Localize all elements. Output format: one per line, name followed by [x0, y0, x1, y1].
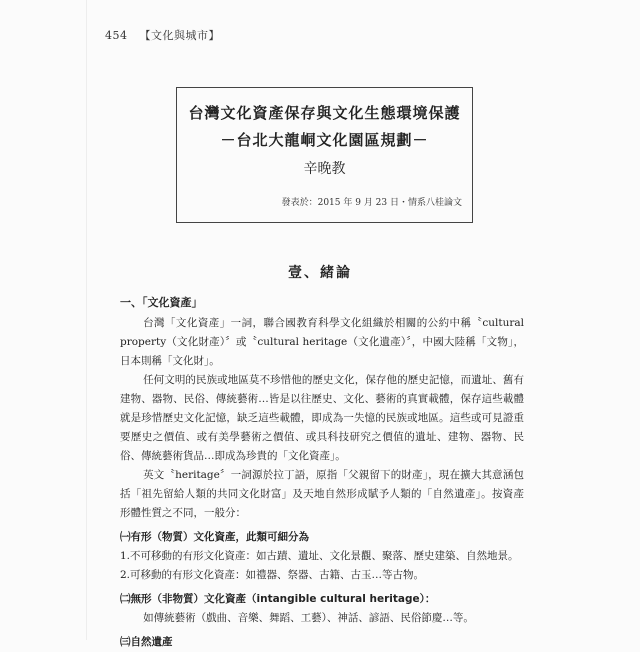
running-head [105, 27, 220, 43]
paragraph: 任何文明的民族或地區莫不珍惜他的歷史文化，保存他的歷史記憶，而遺址、舊有建物、器物、民俗、傳統藝術…皆是以往歷史、文化、藝術的真實載體，保存這些載體就是珍惜歷史文化記憶，缺乏這些載體，即成為一失憶的民族或地區。這些或可見證重要歷史之價值、或有美學藝術之價值、或具科技研究之價值的遺址、建物、器物、民俗、傳統藝術貨品…即成為珍貴的「文化資產」。 [120, 374, 524, 462]
subsection-heading: ㈠有形（物質）文化資產，此類可細分為 [120, 531, 309, 543]
book-title: 【文化與城市】 [139, 29, 220, 42]
list-item: 1.不可移動的有形文化資產：如古蹟、遺址、文化景觀、聚落、歷史建築、自然地景。 [120, 550, 519, 562]
section-heading: 一、「文化資產」 [120, 296, 203, 309]
page-edge [86, 0, 87, 640]
list-item: 如傳統藝術（戲曲、音樂、舞蹈、工藝）、神話、諺語、民俗節慶…等。 [143, 612, 474, 624]
paragraph: 英文〝heritage〞一詞源於拉丁語，原指「父親留下的財產」，現在擴大其意涵包括「祖先留給人類的共同文化財富」及天地自然形成賦予人類的「自然遺產」。按資產形體性質之不同，一般分： [120, 469, 524, 519]
author-name: 辛晚教 [303, 161, 346, 177]
list-item: 2.可移動的有形文化資產：如禮器、祭器、古籍、古玉…等古物。 [120, 569, 425, 581]
subsection-heading: ㈡無形（非物質）文化資產（intangible cultural heritage）： [120, 593, 436, 605]
subsection-heading: ㈢自然遺產 [120, 636, 173, 648]
page-number: 454 [105, 29, 128, 42]
paragraph: 台灣「文化資產」一詞，聯合國教育科學文化組織於相關的公約中稱〝cultural property（文化財產）〞或〝cultural heritage（文化遺產）〞，中國大陸稱「文物」，日本則稱「文化財」。 [120, 317, 524, 367]
article-subtitle: －台北大龍峒文化園區規劃－ [220, 131, 429, 149]
title-box [176, 87, 473, 223]
publication-note: 發表於：2015 年 9 月 23 日・情系八桂論文 [281, 198, 462, 208]
chapter-heading: 壹、緒論 [288, 265, 352, 281]
body-text [120, 293, 524, 652]
article-title: 台灣文化資產保存與文化生態環境保護 [188, 104, 461, 122]
